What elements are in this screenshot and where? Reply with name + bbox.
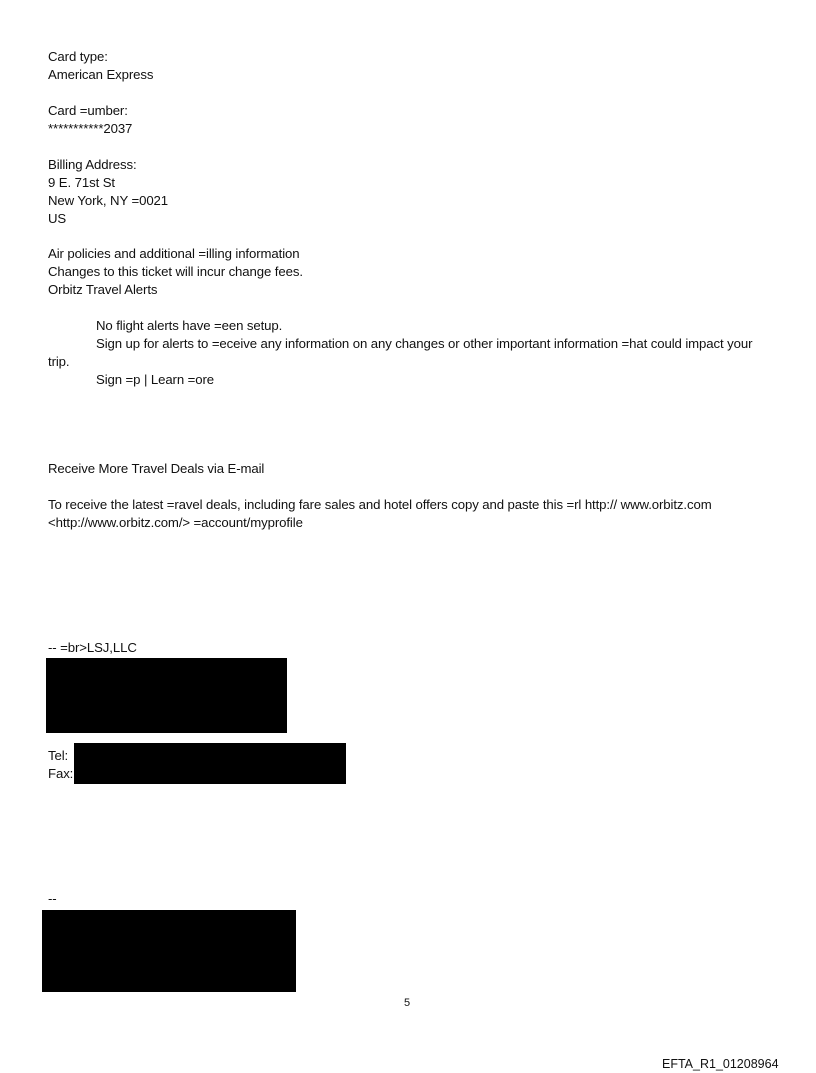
card-type-value: American Express: [48, 67, 154, 82]
document-id: EFTA_R1_01208964: [662, 1057, 779, 1071]
card-number-value: ***********2037: [48, 121, 133, 136]
travel-deals-title: Receive More Travel Deals via E-mail: [48, 461, 265, 476]
billing-address-line1: 9 E. 71st St: [48, 175, 115, 190]
tel-label: Tel:: [48, 748, 69, 763]
billing-address-line3: US: [48, 211, 67, 226]
redaction-block: [42, 910, 296, 992]
signature-company: -- =br>LSJ,LLC: [48, 640, 137, 655]
redaction-block: [46, 658, 287, 733]
redaction-block: [74, 743, 346, 784]
alerts-signup-links[interactable]: Sign =p | Learn =ore: [96, 372, 215, 387]
billing-address-label: Billing Address:: [48, 157, 137, 172]
change-fees-text: Changes to this ticket will incur change fees.: [48, 264, 303, 279]
travel-deals-body: To receive the latest =ravel deals, including fare sales and hotel offers copy and paste this =rl http:// www.orbitz.com <http://www.orbitz.com/> =account/myprofile: [48, 497, 712, 530]
page-number: 5: [404, 997, 411, 1009]
no-flight-alerts-text: No flight alerts have =een setup.: [96, 318, 283, 333]
air-policies-text: Air policies and additional =illing information: [48, 246, 300, 261]
fax-label: Fax:: [48, 766, 74, 781]
billing-address-line2: New York, NY =0021: [48, 193, 169, 208]
signature-separator: --: [48, 891, 57, 906]
alerts-signup-text: Sign up for alerts to =eceive any information on any changes or other important information =hat could impact your trip.: [48, 336, 753, 369]
card-type-label: Card type:: [48, 49, 108, 64]
travel-alerts-title: Orbitz Travel Alerts: [48, 282, 158, 297]
card-number-label: Card =umber:: [48, 103, 128, 118]
